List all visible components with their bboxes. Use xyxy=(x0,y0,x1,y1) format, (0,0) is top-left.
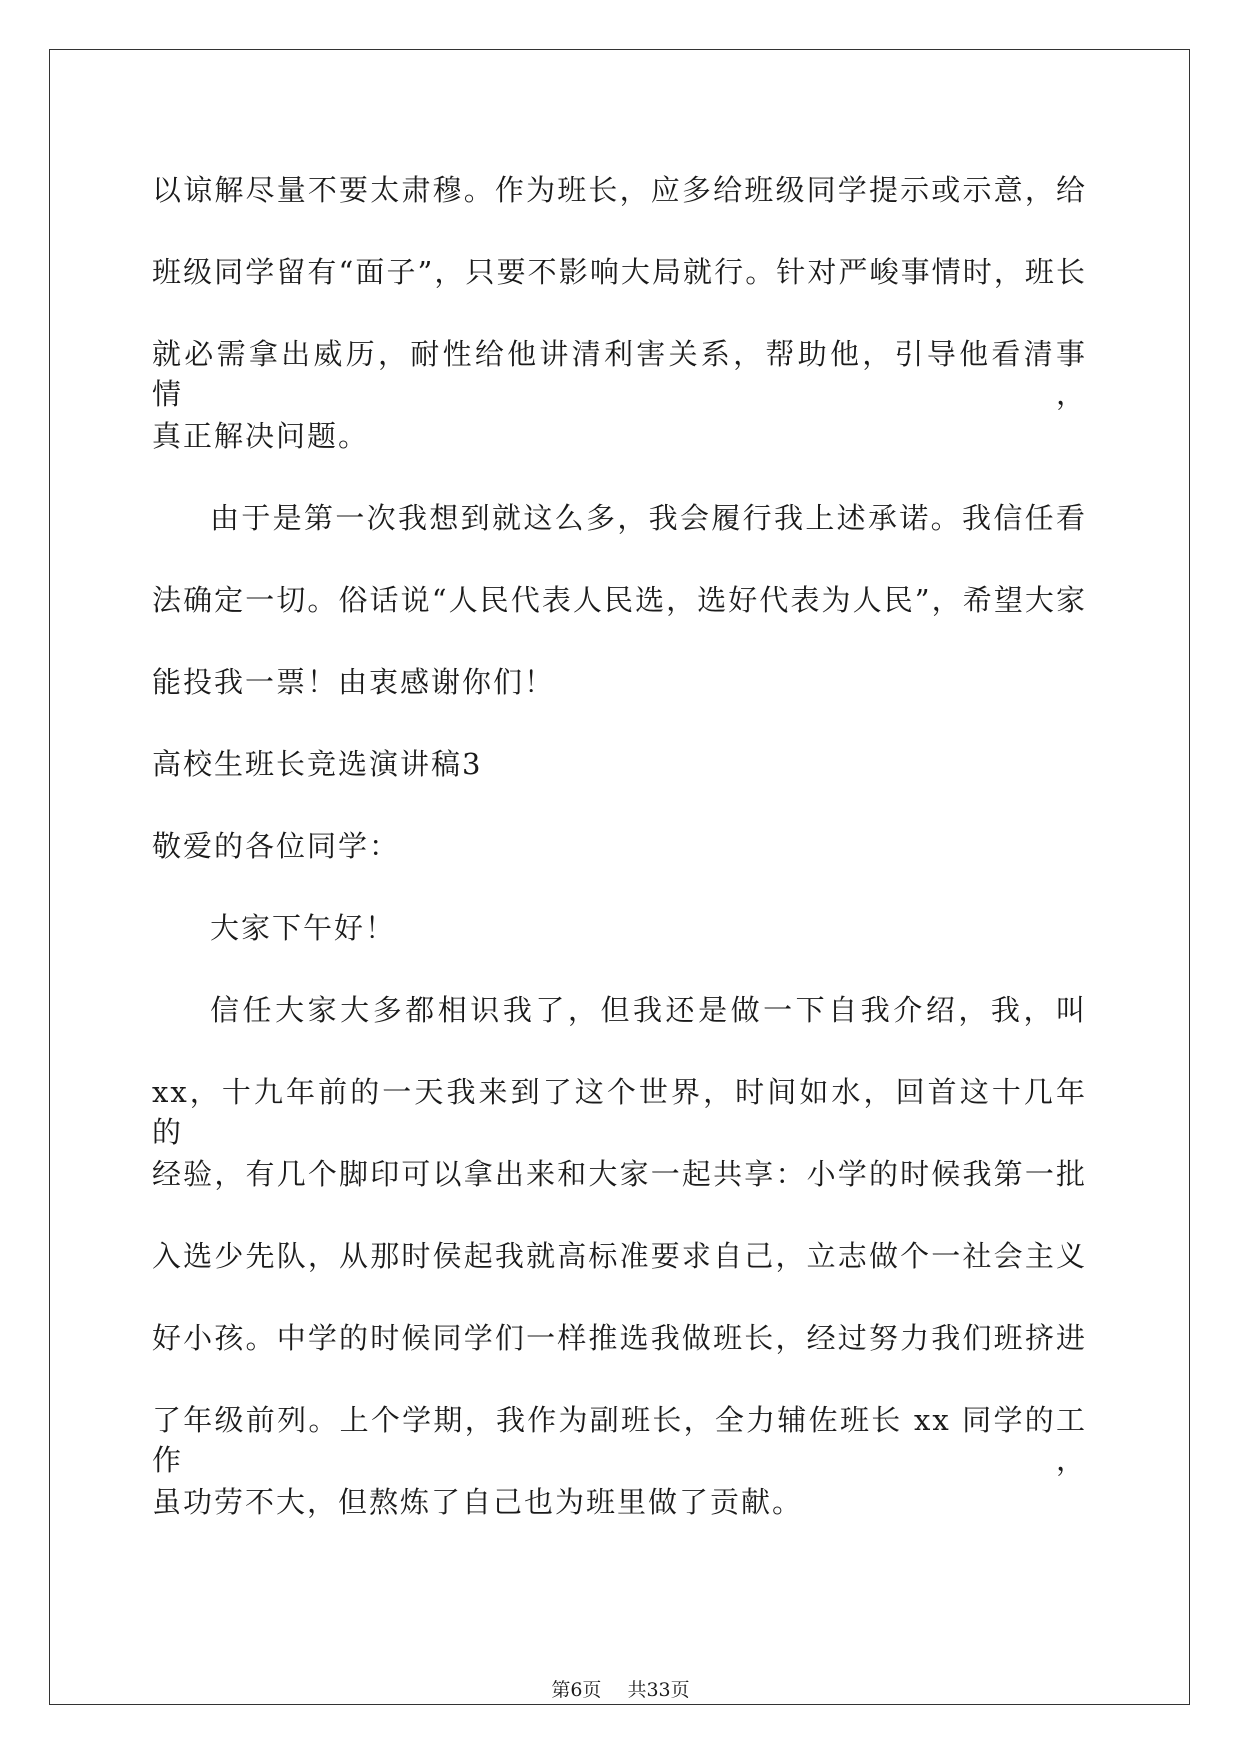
body-line: 由于是第一次我想到就这么多，我会履行我上述承诺。我信任看 xyxy=(210,501,1087,535)
body-line: 能投我一票！由衷感谢你们！ xyxy=(152,665,556,699)
page-number: 第6页 xyxy=(551,1679,602,1701)
body-line: 法确定一切。俗话说“人民代表人民选，选好代表为人民”，希望大家 xyxy=(152,583,1087,617)
body-line: 真正解决问题。 xyxy=(152,419,370,453)
section-title: 高校生班长竞选演讲稿3 xyxy=(152,747,483,781)
body-line: 经验，有几个脚印可以拿出来和大家一起共享：小学的时候我第一批 xyxy=(152,1157,1087,1191)
greeting: 大家下午好！ xyxy=(210,911,397,945)
salutation: 敬爱的各位同学： xyxy=(152,829,401,863)
body-line: 信任大家大多都相识我了，但我还是做一下自我介绍，我，叫 xyxy=(210,993,1087,1027)
body-line: 就必需拿出威历，耐性给他讲清利害关系，帮助他，引导他看清事情， xyxy=(152,337,1087,411)
body-line: xx，十九年前的一天我来到了这个世界，时间如水，回首这十几年的 xyxy=(152,1075,1087,1149)
body-line: 以谅解尽量不要太肃穆。作为班长，应多给班级同学提示或示意，给 xyxy=(152,173,1087,207)
body-line: 班级同学留有“面子”，只要不影响大局就行。针对严峻事情时，班长 xyxy=(152,255,1087,289)
body-line: 虽功劳不大，但熬炼了自己也为班里做了贡献。 xyxy=(152,1485,804,1519)
page-total: 共33页 xyxy=(627,1679,690,1701)
page-footer xyxy=(0,1678,1241,1702)
body-line: 好小孩。中学的时候同学们一样推选我做班长，经过努力我们班挤进 xyxy=(152,1321,1087,1355)
body-line: 了年级前列。上个学期，我作为副班长，全力辅佐班长 xx 同学的工作， xyxy=(152,1403,1087,1477)
body-line: 入选少先队，从那时侯起我就高标准要求自己，立志做个一社会主义 xyxy=(152,1239,1087,1273)
